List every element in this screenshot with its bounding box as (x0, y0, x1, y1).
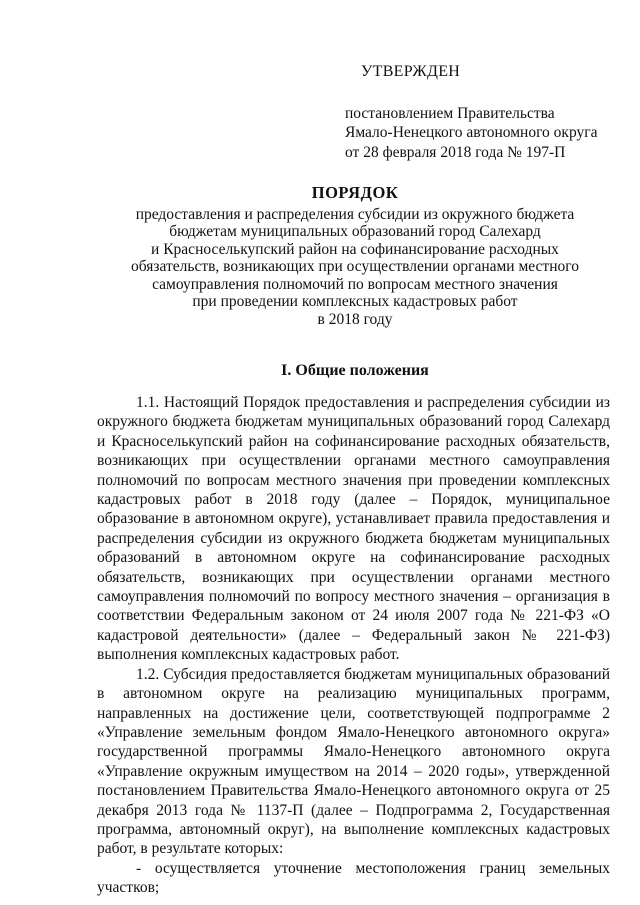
section-heading: I. Общие положения (281, 362, 429, 379)
title-line: при проведении комплексных кадастровых работ (192, 293, 518, 310)
title-line: и Красноселькупский район на софинансирование расходных (151, 240, 559, 258)
approval-line: Ямало-Ненецкого автономного округа (345, 124, 598, 141)
title-line: обязательств, возникающих при осуществлении органами местного (131, 258, 579, 275)
document-title-block (100, 184, 610, 328)
paragraph-list-item: - осуществляется уточнение местоположения границ земельных участков; (97, 859, 610, 897)
approval-line: от 28 февраля 2018 года № 197-П (345, 143, 566, 161)
document-title: ПОРЯДОК (311, 183, 399, 202)
approval-line: постановлением Правительства (345, 104, 555, 122)
approval-stamp: УТВЕРЖДЕН (361, 63, 461, 80)
title-line: в 2018 году (317, 310, 393, 328)
title-line: бюджетам муниципальных образований город Салехард (169, 223, 541, 240)
paragraph-1-1: 1.1. Настоящий Порядок предоставления и распределения субсидии из окружного бюджета бюджетам муниципальных образований город Салехард и Красноселькупский район на софинансирование расходных обязательств, возникающих при осуществлении органами местного самоуправления полномочий по вопросам местного значения при проведении комплексных кадастровых работ в 2018 году (далее – Порядок, муниципальное образование в автономном округе), устанавливает правила предоставления и распределения субсидии из окружного бюджета бюджетам муниципальных образований в автономном округе на софинансирование расходных обязательств, возникающих при осуществлении органами местного самоуправления полномочий по вопросу местного значения – организация в соответствии Федеральным законом от 24 июля 2007 года № 221-ФЗ «О кадастровой деятельности» (далее – Федеральный закон № 221-ФЗ) выполнения комплексных кадастровых работ. (97, 394, 610, 664)
approval-block (345, 62, 630, 162)
body-text (97, 393, 610, 898)
paragraph-1-2: 1.2. Субсидия предоставляется бюджетам муниципальных образований в автономном округе на реализацию муниципальных программ, направленных на достижение цели, соответствующей подпрограмме 2 «Управление земельным фондом Ямало-Ненецкого автономного округа» государственной программы Ямало-Ненецкого автономного округа «Управление окружным имуществом на 2014 – 2020 годы», утвержденной постановлением Правительства Ямало-Ненецкого автономного округа от 25 декабря 2013 года № 1137-П (далее – Подпрограмма 2, Государственная программа, автономный округ), на выполнение комплексных кадастровых работ, в результате которых: (97, 665, 610, 858)
title-line: самоуправления полномочий по вопросам местного значения (152, 275, 558, 293)
title-line: предоставления и распределения субсидии из окружного бюджета (135, 205, 575, 223)
